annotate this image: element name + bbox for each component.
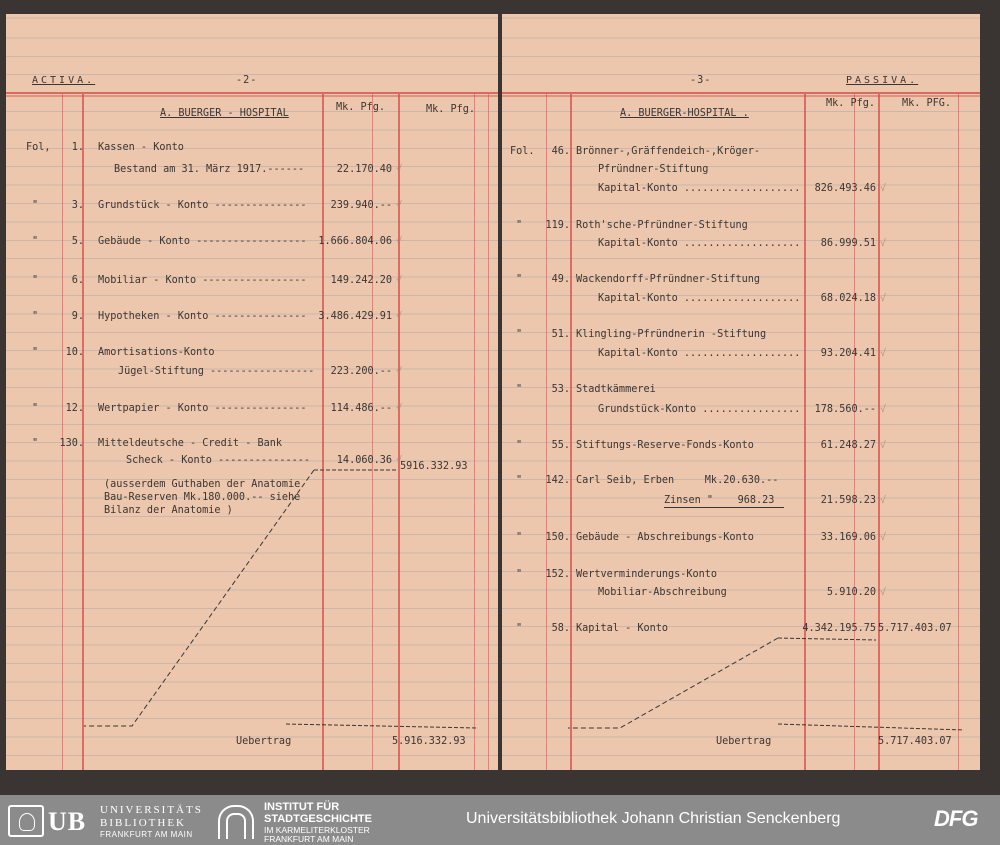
entry-text: Amortisations-Konto	[98, 347, 215, 358]
entry-no: 150.	[545, 532, 570, 543]
note-line: (ausserdem Guthaben der Anatomie	[104, 479, 301, 490]
ub-line-3: FRANKFURT AM MAIN	[100, 830, 193, 839]
column-header-1: Mk. Pfg.	[336, 102, 386, 113]
entry-text: Pfründner-Stiftung	[598, 164, 709, 175]
entry-no: 51.	[551, 329, 570, 340]
entry-text: Kapital-Konto ...................	[598, 293, 801, 304]
column-header-2: Mk. PFG.	[902, 98, 952, 109]
isg-line-3: IM KARMELITERKLOSTER	[264, 825, 370, 835]
entry-text: Stiftungs-Reserve-Fonds-Konto	[576, 440, 754, 451]
entry-no: 46.	[551, 146, 570, 157]
total-amount: 5.717.403.07	[878, 623, 952, 634]
entry-text: Kapital-Konto ...................	[598, 348, 801, 359]
entry-amount: 149.242.20	[330, 275, 392, 286]
header-passiva: PASSIVA.	[846, 75, 919, 86]
total-amount: 5916.332.93	[400, 461, 468, 472]
entry-amount: 239.940.--	[330, 200, 392, 211]
entry-no: 55.	[551, 440, 570, 451]
entry-text: Grundstück - Konto ---------------	[98, 200, 307, 211]
entry-amount: 5.910.20	[826, 587, 876, 598]
note-line: Bilanz der Anatomie )	[104, 505, 233, 516]
entry-text: Carl Seib, Erben Mk.20.630.--	[576, 475, 779, 486]
entry-amount: 14.060.36	[336, 455, 392, 466]
isg-arch-icon	[216, 803, 254, 839]
entry-no: 142.	[545, 475, 570, 486]
entry-text: Jügel-Stiftung -----------------	[118, 366, 315, 377]
entry-no: 6.	[71, 275, 84, 286]
entry-amount: 86.999.51	[820, 238, 876, 249]
entry-text: Gebäude - Abschreibungs-Konto	[576, 532, 754, 543]
entry-no: 9.	[71, 311, 84, 322]
entry-no: 49.	[551, 274, 570, 285]
carry-label: Uebertrag	[236, 736, 292, 747]
entry-no: 58.	[551, 623, 570, 634]
fol-ditto: "	[516, 220, 523, 231]
fol-ditto: "	[32, 236, 39, 247]
fol-label: Fol.	[510, 146, 535, 157]
fol-ditto: "	[516, 532, 523, 543]
page-number: -3-	[690, 75, 712, 86]
entry-amount: 68.024.18	[820, 293, 876, 304]
entry-no: 1.	[71, 142, 84, 153]
fol-ditto: "	[516, 384, 523, 395]
entry-text: Wackendorff-Pfründner-Stiftung	[576, 274, 761, 285]
header-activa: ACTIVA.	[32, 75, 96, 86]
fol-ditto: "	[516, 329, 523, 340]
entry-amount: 33.169.06	[820, 532, 876, 543]
entry-text: Gebäude - Konto ------------------	[98, 236, 307, 247]
fol-ditto: "	[32, 403, 39, 414]
carry-label: Uebertrag	[716, 736, 772, 747]
fol-ditto: "	[516, 623, 523, 634]
entry-text: Scheck - Konto ---------------	[126, 455, 311, 466]
entry-amount: 21.598.23	[820, 495, 876, 506]
entry-no: 10.	[65, 347, 84, 358]
isg-line-1: INSTITUT FÜR	[264, 801, 340, 813]
page-number: -2-	[236, 75, 258, 86]
entry-text: Roth'sche-Pfründner-Stiftung	[576, 220, 748, 231]
entry-text: Mitteldeutsche - Credit - Bank	[98, 438, 283, 449]
entry-no: 119.	[545, 220, 570, 231]
entry-text: Kapital-Konto ...................	[598, 183, 801, 194]
entry-amount: 826.493.46	[814, 183, 876, 194]
entry-text: Klingling-Pfründnerin -Stiftung	[576, 329, 767, 340]
ledger-title: A. BUERGER - HOSPITAL	[160, 108, 289, 119]
entry-text: Brönner-,Gräffendeich-,Kröger-	[576, 146, 761, 157]
entry-amount: 1.666.804.06	[318, 236, 392, 247]
dfg-logo: DFG	[934, 806, 978, 831]
entry-no: 12.	[65, 403, 84, 414]
entry-text: Grundstück-Konto ................	[598, 404, 801, 415]
entry-text: Mobiliar - Konto -----------------	[98, 275, 307, 286]
entry-text: Kapital-Konto ...................	[598, 238, 801, 249]
entry-amount: 114.486.--	[330, 403, 392, 414]
entry-amount: 3.486.429.91	[318, 311, 392, 322]
entry-text: Wertverminderungs-Konto	[576, 569, 718, 580]
entry-no: 152.	[545, 569, 570, 580]
entry-amount: 4.342.195.75	[802, 623, 876, 634]
fol-label: Fol,	[26, 142, 51, 153]
ub-seal-icon	[8, 805, 44, 837]
cancel-strike-line	[6, 14, 498, 770]
ledger-page-left: ACTIVA. -2- Mk. Pfg. Mk. Pfg. A. BUERGER - HOSPITAL Fol, 1. Kassen - Konto Bestand am 31. März 1917.------ 22.170.40 " 3. Grundstück - Konto --------------- 239.940.-- " 5. Gebäude - Konto ------------------ 1.666.804.06 " 6. Mobiliar - Konto ----------------- 149.242.20 " 9. Hypotheken - Konto --------------- 3.486.429.91 " 10. Amortisations-Konto Jügel-Stiftung ----------------- 223.200.-- " 12. Wertpapier - Konto --------------- 114.486.-- " 130. Mitteldeutsche - Credit - Bank Scheck - Konto --------------- 14.060.36 5916.332.93 (ausserdem Guthaben der Anatomie Bau-Reserven Mk.180.000.-- siehe Bilanz der Anatomie ) Uebertrag 5.916.332.93 √ √ √ √ √ √ √ √	[6, 14, 498, 770]
entry-amount: 178.560.--	[814, 404, 876, 415]
entry-amount: 223.200.--	[330, 366, 392, 377]
library-name: Universitätsbibliothek Johann Christian Senckenberg	[466, 810, 841, 827]
carry-total: 5.916.332.93	[392, 736, 466, 747]
fol-ditto: "	[516, 274, 523, 285]
entry-no: 5.	[71, 236, 84, 247]
ledger-title: A. BUERGER-HOSPITAL .	[620, 108, 749, 119]
fol-ditto: "	[516, 475, 523, 486]
entry-text: Stadtkämmerei	[576, 384, 656, 395]
entry-text: Wertpapier - Konto ---------------	[98, 403, 307, 414]
isg-line-2: STADTGESCHICHTE	[264, 813, 372, 825]
fol-ditto: "	[32, 311, 39, 322]
ub-logo-text: UB	[48, 807, 87, 836]
entry-amount: 61.248.27	[820, 440, 876, 451]
fol-ditto: "	[32, 347, 39, 358]
isg-line-4: FRANKFURT AM MAIN	[264, 834, 354, 844]
entry-no: 130.	[59, 438, 84, 449]
carry-total: 5.717.403.07	[878, 736, 952, 747]
entry-text: Kassen - Konto	[98, 142, 184, 153]
entry-amount: 22.170.40	[336, 164, 392, 175]
entry-text: Bestand am 31. März 1917.------	[114, 164, 305, 175]
column-header-2: Mk. Pfg.	[426, 104, 476, 115]
footer-bar	[0, 795, 1000, 845]
entry-text: Hypotheken - Konto ---------------	[98, 311, 307, 322]
fol-ditto: "	[32, 438, 39, 449]
fol-ditto: "	[32, 200, 39, 211]
ledger-page-right: -3- PASSIVA. Mk. Pfg. Mk. PFG. A. BUERGER-HOSPITAL . Fol. 46. Brönner-,Gräffendeich-,Kröger- Pfründner-Stiftung Kapital-Konto ................... 826.493.46 " 119. Roth'sche-Pfründner-Stiftung Kapital-Konto ................... 86.999.51 " 49. Wackendorff-Pfründner-Stiftung Kapital-Konto ................... 68.024.18 " 51. Klingling-Pfründnerin -Stiftung Kapital-Konto ................... 93.204.41 " 53. Stadtkämmerei Grundstück-Konto ................ 178.560.-- " 55. Stiftungs-Reserve-Fonds-Konto 61.248.27 " 142. Carl Seib, Erben Mk.20.630.-- Zinsen " 968.23 21.598.23 " 150. Gebäude - Abschreibungs-Konto 33.169.06 " 152. Wertverminderungs-Konto Mobiliar-Abschreibung 5.910.20 " 58. Kapital - Konto 4.342.195.75 5.717.403.07 Uebertrag 5.717.403.07 √ √ √ √ √ √ √ √ √	[502, 14, 980, 770]
entry-text: Mobiliar-Abschreibung	[598, 587, 727, 598]
fol-ditto: "	[32, 275, 39, 286]
ub-line-2: BIBLIOTHEK	[100, 817, 186, 829]
cancel-strike-line	[502, 14, 980, 770]
column-header-1: Mk. Pfg.	[826, 98, 876, 109]
entry-amount: 93.204.41	[820, 348, 876, 359]
note-line: Bau-Reserven Mk.180.000.-- siehe	[104, 492, 301, 503]
entry-text: Zinsen " 968.23	[664, 495, 775, 506]
ub-line-1: UNIVERSITÄTS	[100, 804, 203, 816]
entry-no: 3.	[71, 200, 84, 211]
fol-ditto: "	[516, 569, 523, 580]
entry-text: Kapital - Konto	[576, 623, 669, 634]
fol-ditto: "	[516, 440, 523, 451]
entry-no: 53.	[551, 384, 570, 395]
